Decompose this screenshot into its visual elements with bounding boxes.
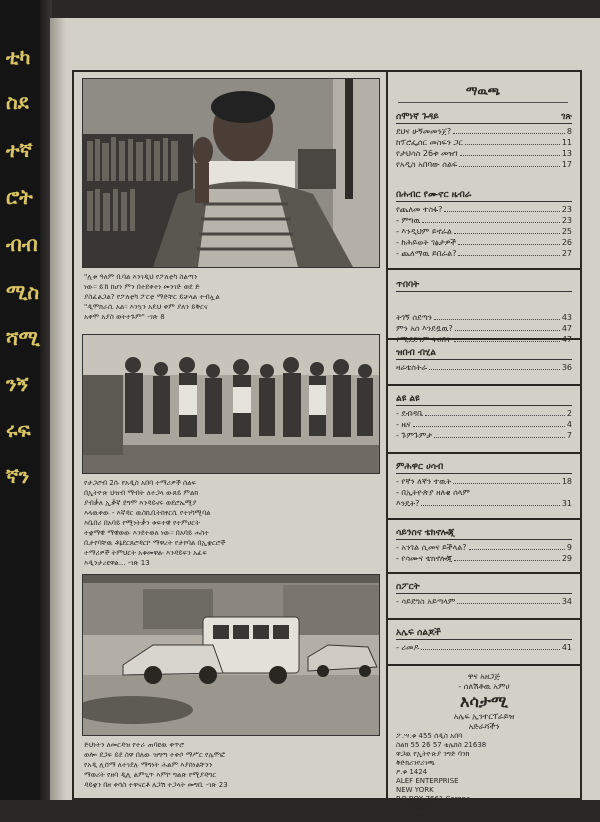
photo-street-with-minibus <box>82 574 380 736</box>
toc-entry[interactable]: - አንገል ሲመና ይችላል? 9 <box>396 543 572 552</box>
toc-entry[interactable]: ምን አሰ እንደዷዉ? 47 <box>396 324 572 333</box>
spine-glyph: ኛን <box>6 464 30 488</box>
spine-glyph: ቲካ <box>6 45 31 69</box>
toc-divider <box>388 518 580 520</box>
toc-section-philosophy: ዝበብ ብሂል ዛራቴሰትራ 36 <box>396 348 572 372</box>
toc-divider <box>388 618 580 620</box>
photo1-caption: "ሊቱ ዓለም ቢባል እንገዲህ የፖለቲካ ስልጣን ነው። ይኸ ከሆነ ምን በተደቀተነ መንገድ ወደ ድ ያስፈልጋል? የፖለቲካ ፖርቲ ማድቸር ይቻላል ተብሏል "ዲሞክራሲ አል። እንኳን አዴህ ቀም ያለን ይቅርና አቀሞ አያስ ወትተጉም" -ገጽ 8 <box>84 273 220 321</box>
toc-section-special-report: በሐብር የሙኖር ዜብራ የጨለመ ተስፋ? 23 - ምግዉ 23 - እንዲህም ይኖራል 25 - ከሕይወት ገፅታዎች 26 - ጨለማዉ ይበራል? 27 <box>396 190 572 258</box>
photo3-caption: ድህነትን ለመርዳዝ የተራ ጠባዩዉ ቀጥሮ ወሎ፡ ደጋፍ ይደ ስዋ በለው ዝግጣ ተቀሶ ማሥር የሌሞፎ የአዲ ሊሰማ ለተገደሉ ማግነት ሕልም እያሰነልቸንን ማወሪት የዘባ ዲሊ ልምጊጥ እምኮ ግልጽ የሚያዳግር ዳይቋን በዘ ቀሳስ ተዋናርቶ ለጋሽ ተጋላት መግቢ -ገጽ 23 <box>84 741 228 789</box>
toc-section-science: ሳይንስና ቴክኖሎጂ - አንገል ሲመና ይችላል? 9 - የሳሙና ቴክኖሎጂ 29 <box>396 528 572 563</box>
toc-entry[interactable]: - የሳሙና ቴክኖሎጂ 29 <box>396 554 572 563</box>
toc-section-children: አሌፍ ሰልጆች - ሪመዶ 41 <box>396 628 572 652</box>
address-heading: አድራሻችን <box>468 722 500 731</box>
toc-entry[interactable]: - ሳይደግስ አይጣላም 34 <box>396 597 572 606</box>
toc-section-opinion: ምሕዋር ሀሳብ - የኛን ለኛን ተዉት 18 - በኢትዮጵያ ዘለቄ ሰላም እንዴት? 31 <box>396 462 572 508</box>
toc-entry[interactable]: ከፕሮፌሰር መስፍን ጋር 11 <box>396 138 572 147</box>
publisher-address: ፖ.ሣ.ቁ 455 ሰዲስ አበባ ስልክ 55 26 57 ቴሌክስ 21638 ዋጋዉ የኢትዮጵያ ንግድ ባንክ ቅድክሪንየሪገጫ ዖ.ቁ 1424 ALEF ENTERPRISE NEW YORK P.O.BOX 7661 Corona, ELMHURST NEWYORK 11373, USA <box>396 732 487 821</box>
table-of-contents <box>388 72 580 821</box>
toc-entry[interactable]: - ጨለማዉ ይበራል? 27 <box>396 249 572 258</box>
spine-glyph: ንኝ <box>6 372 29 396</box>
toc-divider <box>388 572 580 574</box>
spine-glyph: ሩፍ <box>6 418 31 442</box>
photo-crowd-demonstration <box>82 334 380 474</box>
editor-role: ዋና አዘጋጅ <box>467 672 501 681</box>
spine-glyph: ሮት <box>6 185 33 209</box>
toc-section-miscellaneous: ልዩ ልዩ - ደብዳቤ 2 - ዜና 4 - ጉምጉምታ 7 <box>396 394 572 440</box>
photo2-caption: የታጋሮብ 2ሱ የአዲስ አበባ ተማሪዎች ሰልፍ በኢትዮጵ ህዝብ ማብት ለተጋላ ውጸይ ምልክ ያብቃለ ኢቃኛ ደግሞ እንዳይኖሩ ወደሮኤሚያ እላዉቀው - እኛዳር ዉስኪቢትከፃርሲ የተነካሚባል እቤበሪ በአባይ የሚነትቃን ቱፍተዊ የተምሀርት ተቋማዊ ማዊወው እንደተወለ ነው። በአባይ ሐስተ ቢታየባቸዉ ቶኔደርጸሮዳርኮ ማዋረት የታየባል በኢቋርሮች ተማሪዎች ትምህርት አቁመዋል፡ እንዳይፍን አፈፍ እዲንታረዩዋል... -ገጽ 13 <box>84 479 226 567</box>
toc-entry[interactable]: ትገኝ ሰደጣን 43 <box>396 313 572 322</box>
toc-entry[interactable]: የአዲስ አበባው ሰልፍ 17 <box>396 160 572 169</box>
toc-section-current-affairs: ሰሞነኛ ጉዳይ ገጽ ደህና ሁኝመመንጀ? 8 ከፕሮፌሰር መስፍን ጋር 11 የታህሳስ 26ቱ መዝገ 13 የአዲስ አበባው ሰልፍ 17 <box>396 112 572 169</box>
photo-column <box>74 72 388 798</box>
publisher-label: እሳታሚ <box>460 692 508 711</box>
toc-title: ማዉጫ <box>398 84 568 103</box>
contents-frame <box>72 70 582 821</box>
toc-divider <box>388 664 580 666</box>
toc-entry[interactable]: - በኢትዮጵያ ዘለቄ ሰላም <box>396 488 470 497</box>
toc-entry[interactable]: - የኛን ለኛን ተዉት 18 <box>396 477 572 486</box>
publisher-company: አሌፍ ኢንተርፕራይዝ <box>453 712 515 721</box>
toc-entry[interactable]: የጨለመ ተስፋ? 23 <box>396 205 572 214</box>
toc-divider <box>388 452 580 454</box>
spine-glyph: ሻሚ <box>6 326 40 350</box>
toc-entry[interactable]: የሚደደግም ቅዐበት 47 <box>396 335 572 344</box>
spine-glyph: ተኛ <box>6 138 33 162</box>
toc-section-arts: ጥበባት ትገኝ ሰደጣን 43 ምን አሰ እንደዷዉ? 47 የሚደደግም ቅዐበት 47 <box>396 280 572 344</box>
toc-divider <box>388 338 580 340</box>
spine-glyph: ሚስ <box>6 280 40 304</box>
toc-entry[interactable]: - ደብዳቤ 2 <box>396 409 572 418</box>
page-fold-shadow <box>50 18 66 800</box>
toc-entry[interactable]: - ሪመዶ 41 <box>396 643 572 652</box>
magazine-spine <box>0 0 52 800</box>
toc-entry[interactable]: - ምግዉ 23 <box>396 216 572 225</box>
toc-entry[interactable]: ዛራቴሰትራ 36 <box>396 363 572 372</box>
toc-entry[interactable]: - ጉምጉምታ 7 <box>396 431 572 440</box>
toc-entry[interactable]: - ከሕይወት ገፅታዎች 26 <box>396 238 572 247</box>
spine-glyph: ብብ <box>6 232 38 256</box>
toc-divider <box>388 384 580 386</box>
spine-glyph: ስደ <box>6 90 29 114</box>
toc-section-sport: ስፖርት - ሳይደግስ አይጣላም 34 <box>396 582 572 606</box>
toc-entry[interactable]: የታህሳስ 26ቱ መዝገ 13 <box>396 149 572 158</box>
magazine-page <box>50 18 600 821</box>
editor-name: - ሰለሽቶዉ አምሀ <box>458 682 510 691</box>
toc-entry[interactable]: ደህና ሁኝመመንጀ? 8 <box>396 127 572 136</box>
toc-divider <box>388 268 580 270</box>
toc-entry[interactable]: እንዴት? 31 <box>396 499 572 508</box>
toc-entry[interactable]: - ዜና 4 <box>396 420 572 429</box>
toc-entry[interactable]: - እንዲህም ይኖራል 25 <box>396 227 572 236</box>
photo-man-at-bookshelf <box>82 78 380 268</box>
